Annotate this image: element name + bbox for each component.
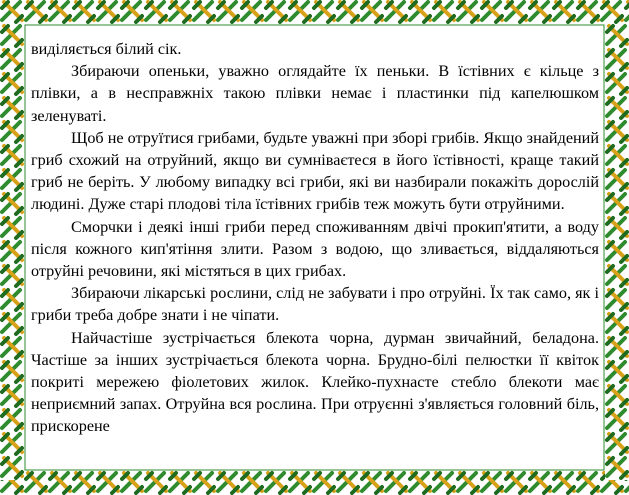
border-knot-tile [504,0,528,24]
paragraph-1: виділяється білий сік. [31,40,182,58]
border-knot-tile [192,471,216,495]
border-knot-tile [605,120,629,144]
border-knot-tile [605,288,629,312]
border-knot-tile [605,456,629,480]
border-knot-tile [432,471,456,495]
border-knot-tile [0,216,24,240]
border-knot-tile [480,0,504,24]
border-knot-tile [456,471,480,495]
document-body [31,38,599,438]
border-knot-tile [24,471,48,495]
border-knot-tile [264,0,288,24]
paragraph-4: Сморчки і деякі інші гриби перед споживанням двічі прокип'ятити, а воду після кожного кип'ятіння злити. Разом з водою, що зливається, віддаляються отруйні речовини, які містяться в цих грибах. [31,217,599,281]
border-knot-tile [480,471,504,495]
border-knot-tile [0,168,24,192]
border-knot-tile [384,471,408,495]
border-knot-tile [288,0,312,24]
border-knot-tile [0,384,24,408]
border-knot-tile [312,471,336,495]
border-knot-tile [168,471,192,495]
border-knot-tile [605,168,629,192]
border-knot-tile [264,471,288,495]
border-knot-tile [384,0,408,24]
border-knot-tile [552,0,576,24]
border-knot-tile [168,0,192,24]
paragraph-3: Щоб не отруїтися грибами, будьте уважні при зборі грибів. Якщо знайдений гриб схожий на отруйний, якщо ви сумніваєтеся в його їстівності, краще такий гриб не беріть. У любому випадку всі гриби, які ви назбирали покажіть дорослій людині. Дуже старі плодові тіла їстівних грибів теж можуть бути отруйними. [31,128,599,214]
border-knot-tile [48,471,72,495]
border-knot-tile [528,471,552,495]
border-knot-tile [0,264,24,288]
border-knot-tile [24,0,48,24]
border-knot-tile [0,96,24,120]
border-knot-tile [605,336,629,360]
border-knot-tile [0,72,24,96]
border-knot-tile [0,240,24,264]
border-knot-tile [605,264,629,288]
border-knot-tile [528,0,552,24]
border-knot-tile [605,408,629,432]
border-knot-tile [192,0,216,24]
border-knot-tile [504,471,528,495]
border-knot-tile [605,240,629,264]
border-knot-tile [0,120,24,144]
border-knot-tile [72,0,96,24]
border-knot-tile [576,0,600,24]
border-knot-tile [360,471,384,495]
border-knot-tile [0,0,24,24]
border-knot-tile [144,471,168,495]
border-knot-tile [456,0,480,24]
border-knot-tile [605,192,629,216]
border-knot-tile [576,471,600,495]
border-knot-tile [552,471,576,495]
border-knot-tile [144,0,168,24]
border-knot-tile [605,72,629,96]
border-knot-tile [240,0,264,24]
border-knot-tile [605,384,629,408]
border-knot-tile [48,0,72,24]
border-knot-tile [605,48,629,72]
border-knot-tile [336,471,360,495]
border-knot-tile [605,216,629,240]
border-knot-tile [0,144,24,168]
border-knot-tile [0,312,24,336]
border-knot-tile [216,0,240,24]
border-knot-tile [605,24,629,48]
border-knot-tile [288,471,312,495]
border-knot-tile [240,471,264,495]
border-knot-tile [605,96,629,120]
border-knot-tile [0,432,24,456]
border-knot-tile [120,471,144,495]
border-knot-tile [605,312,629,336]
border-knot-tile [605,144,629,168]
border-knot-tile [408,471,432,495]
paragraph-2: Збираючи опеньки, уважно оглядайте їх пеньки. В їстівних є кільце з плівки, а в несправжніх такою плівки немає і пластинки під капелюшком зеленуваті. [31,62,599,125]
border-knot-tile [216,471,240,495]
border-knot-tile [408,0,432,24]
border-knot-tile [360,0,384,24]
paragraph-5: Збираючи лікарські рослини, слід не забувати і про отруйні. Їх так само, як і гриби треба добре знати і не чіпати. [31,284,599,325]
border-knot-tile [96,0,120,24]
border-knot-tile [432,0,456,24]
border-knot-tile [600,0,624,24]
border-knot-tile [0,192,24,216]
border-knot-tile [0,408,24,432]
border-knot-tile [0,360,24,384]
border-knot-tile [336,0,360,24]
border-knot-tile [0,336,24,360]
border-knot-tile [96,471,120,495]
border-knot-tile [312,0,336,24]
border-knot-tile [0,24,24,48]
border-knot-tile [0,456,24,480]
border-knot-tile [0,288,24,312]
border-knot-tile [624,0,629,24]
border-knot-tile [120,0,144,24]
border-knot-tile [72,471,96,495]
border-knot-tile [605,360,629,384]
border-knot-tile [0,48,24,72]
paragraph-6: Найчастіше зустрічається блекота чорна, дурман звичайний, беладона. Частіше за інших зустрічається блекота чорна. Брудно-білі пелюстки її квіток покриті мережею фіолетових жилок. Клейко-пухнасте стебло блекоти має неприємний запах. Отруйна вся рослина. При отруєнні з'являється головний біль, прискорене [31,328,599,436]
border-knot-tile [605,432,629,456]
